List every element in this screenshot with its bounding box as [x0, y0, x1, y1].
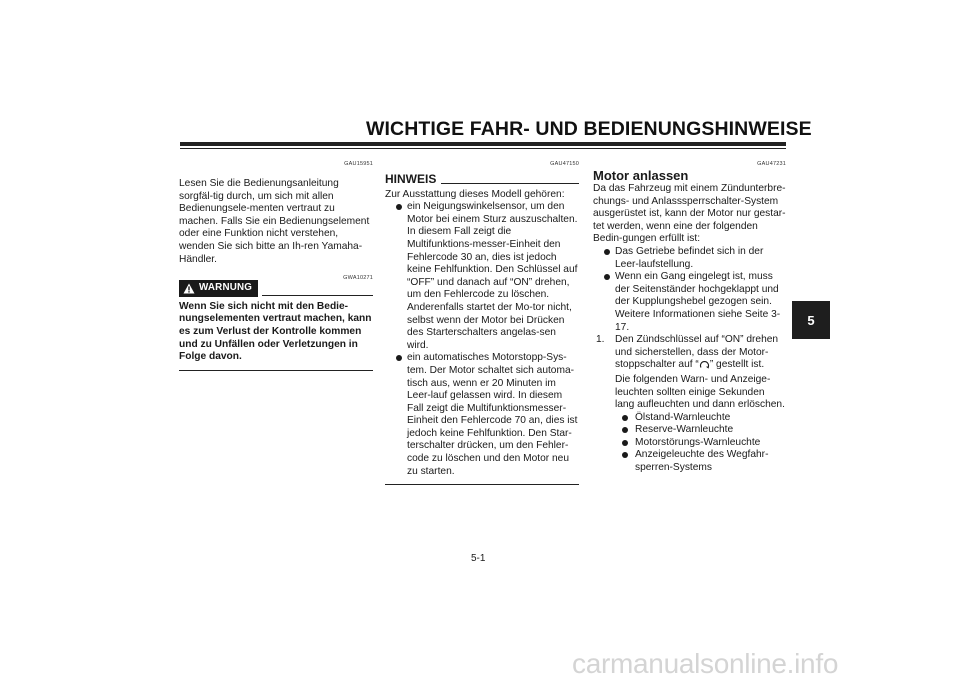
section-intro: Da das Fahrzeug mit einem Zündunterbre-chungs- und Anlasssperrschalter-System ausgerüstet ist, kann der Motor nur gestar-tet werden, wenn eine der folgenden Bedin-gungen erfüllt ist:: [593, 183, 786, 245]
note-title: HINWEIS: [385, 172, 437, 186]
reference-code: GAU47231: [757, 161, 786, 167]
note-list: [385, 201, 579, 478]
list-item: ein Neigungswinkelsensor, um den Motor bei einem Sturz auszuschalten. In diesem Fall zeigt die Multifunktions-messer-Einheit den Fehlercode 30 an, dies ist jedoch keine Fehlfunktion. Den Schlüssel auf “OFF” und danach auf “ON” drehen, um den Fehlercode zu löschen. Anderenfalls startet der Mo-tor nicht, selbst wenn der Motor bei Drücken des Starterschalters angelas-sen wird.: [385, 201, 579, 352]
engine-run-switch-icon: [699, 359, 710, 374]
note-rule: [441, 183, 579, 184]
header-rule-thin: [180, 148, 786, 149]
note-intro: Zur Ausstattung dieses Modell gehören:: [385, 188, 565, 200]
note-end-rule: [385, 484, 579, 485]
reference-code: GAU47150: [550, 161, 579, 167]
warning-label: WARNUNG: [199, 282, 253, 294]
list-item: Motorstörungs-Warnleuchte: [593, 437, 786, 450]
page-title: WICHTIGE FAHR- UND BEDIENUNGSHINWEISE: [366, 118, 812, 140]
list-item: Anzeigeleuchte des Wegfahr-sperren-Systems: [593, 449, 786, 474]
warning-triangle-icon: [183, 283, 195, 294]
warning-rule: [262, 295, 373, 296]
step-note: Die folgenden Warn- und Anzeige-leuchten sollten einige Sekunden lang aufleuchten und dann erlöschen.: [615, 373, 785, 411]
indicator-list: [593, 412, 786, 475]
page-number: 5-1: [471, 553, 486, 564]
chapter-tab: 5: [792, 301, 830, 339]
warning-text: Wenn Sie sich nicht mit den Bedie-nungselementen vertraut machen, kann es zum Verlust der Kontrolle kommen und zu Unfällen oder Verletzungen in Folge davon.: [179, 300, 372, 363]
step-text-end: ” gestellt ist.: [709, 359, 765, 371]
warning-badge: [179, 280, 258, 297]
warning-end-rule: [179, 370, 373, 371]
column-left: [179, 158, 373, 371]
header-rule: [180, 142, 786, 146]
reference-code: GWA10271: [343, 275, 373, 282]
step-number: 1.: [596, 334, 605, 346]
column-middle: [385, 158, 579, 485]
list-item: Ölstand-Warnleuchte: [593, 412, 786, 425]
step-item: [593, 334, 786, 412]
warning-header: [179, 280, 373, 297]
list-item: Wenn ein Gang eingelegt ist, muss der Seitenständer hochgeklappt und der Kupplungshebel gezogen sein. Weitere Informationen siehe Seite 3-17.: [593, 271, 786, 334]
list-item: ein automatisches Motorstopp-Sys-tem. Der Motor schaltet sich automa-tisch aus, wenn er 20 Minuten im Leer-lauf gelassen wird. In diesem Fall zeigt die Multifunktionsmesser-Einheit den Fehlercode 70 an, dies ist jedoch keine Fehlfunktion. Den Star-terschalter drücken, um den Fehler-code zu löschen und den Motor neu zu starten.: [385, 352, 579, 478]
step-list: [593, 334, 786, 412]
column-right: [593, 158, 786, 475]
intro-paragraph: Lesen Sie die Bedienungsanleitung sorgfäl-tig durch, um sich mit allen Bedienungsele-menten vertraut zu machen. Falls Sie ein Bedienungselement oder eine Funktion nicht verstehen, wenden Sie sich bitte an Ih-ren Yamaha-Händler.: [179, 178, 370, 265]
watermark: carmanualsonline.info: [572, 648, 839, 679]
list-item: Reserve-Warnleuchte: [593, 424, 786, 437]
reference-code: GAU15951: [344, 161, 373, 167]
condition-list: [593, 246, 786, 334]
list-item: Das Getriebe befindet sich in der Leer-laufstellung.: [593, 246, 786, 271]
step-text-start: Den Zündschlüssel auf “ON” drehen und sicherstellen, dass der Motor-stoppschalter auf “: [615, 334, 779, 371]
note-header: [385, 173, 579, 186]
section-title: Motor anlassen: [593, 168, 689, 183]
